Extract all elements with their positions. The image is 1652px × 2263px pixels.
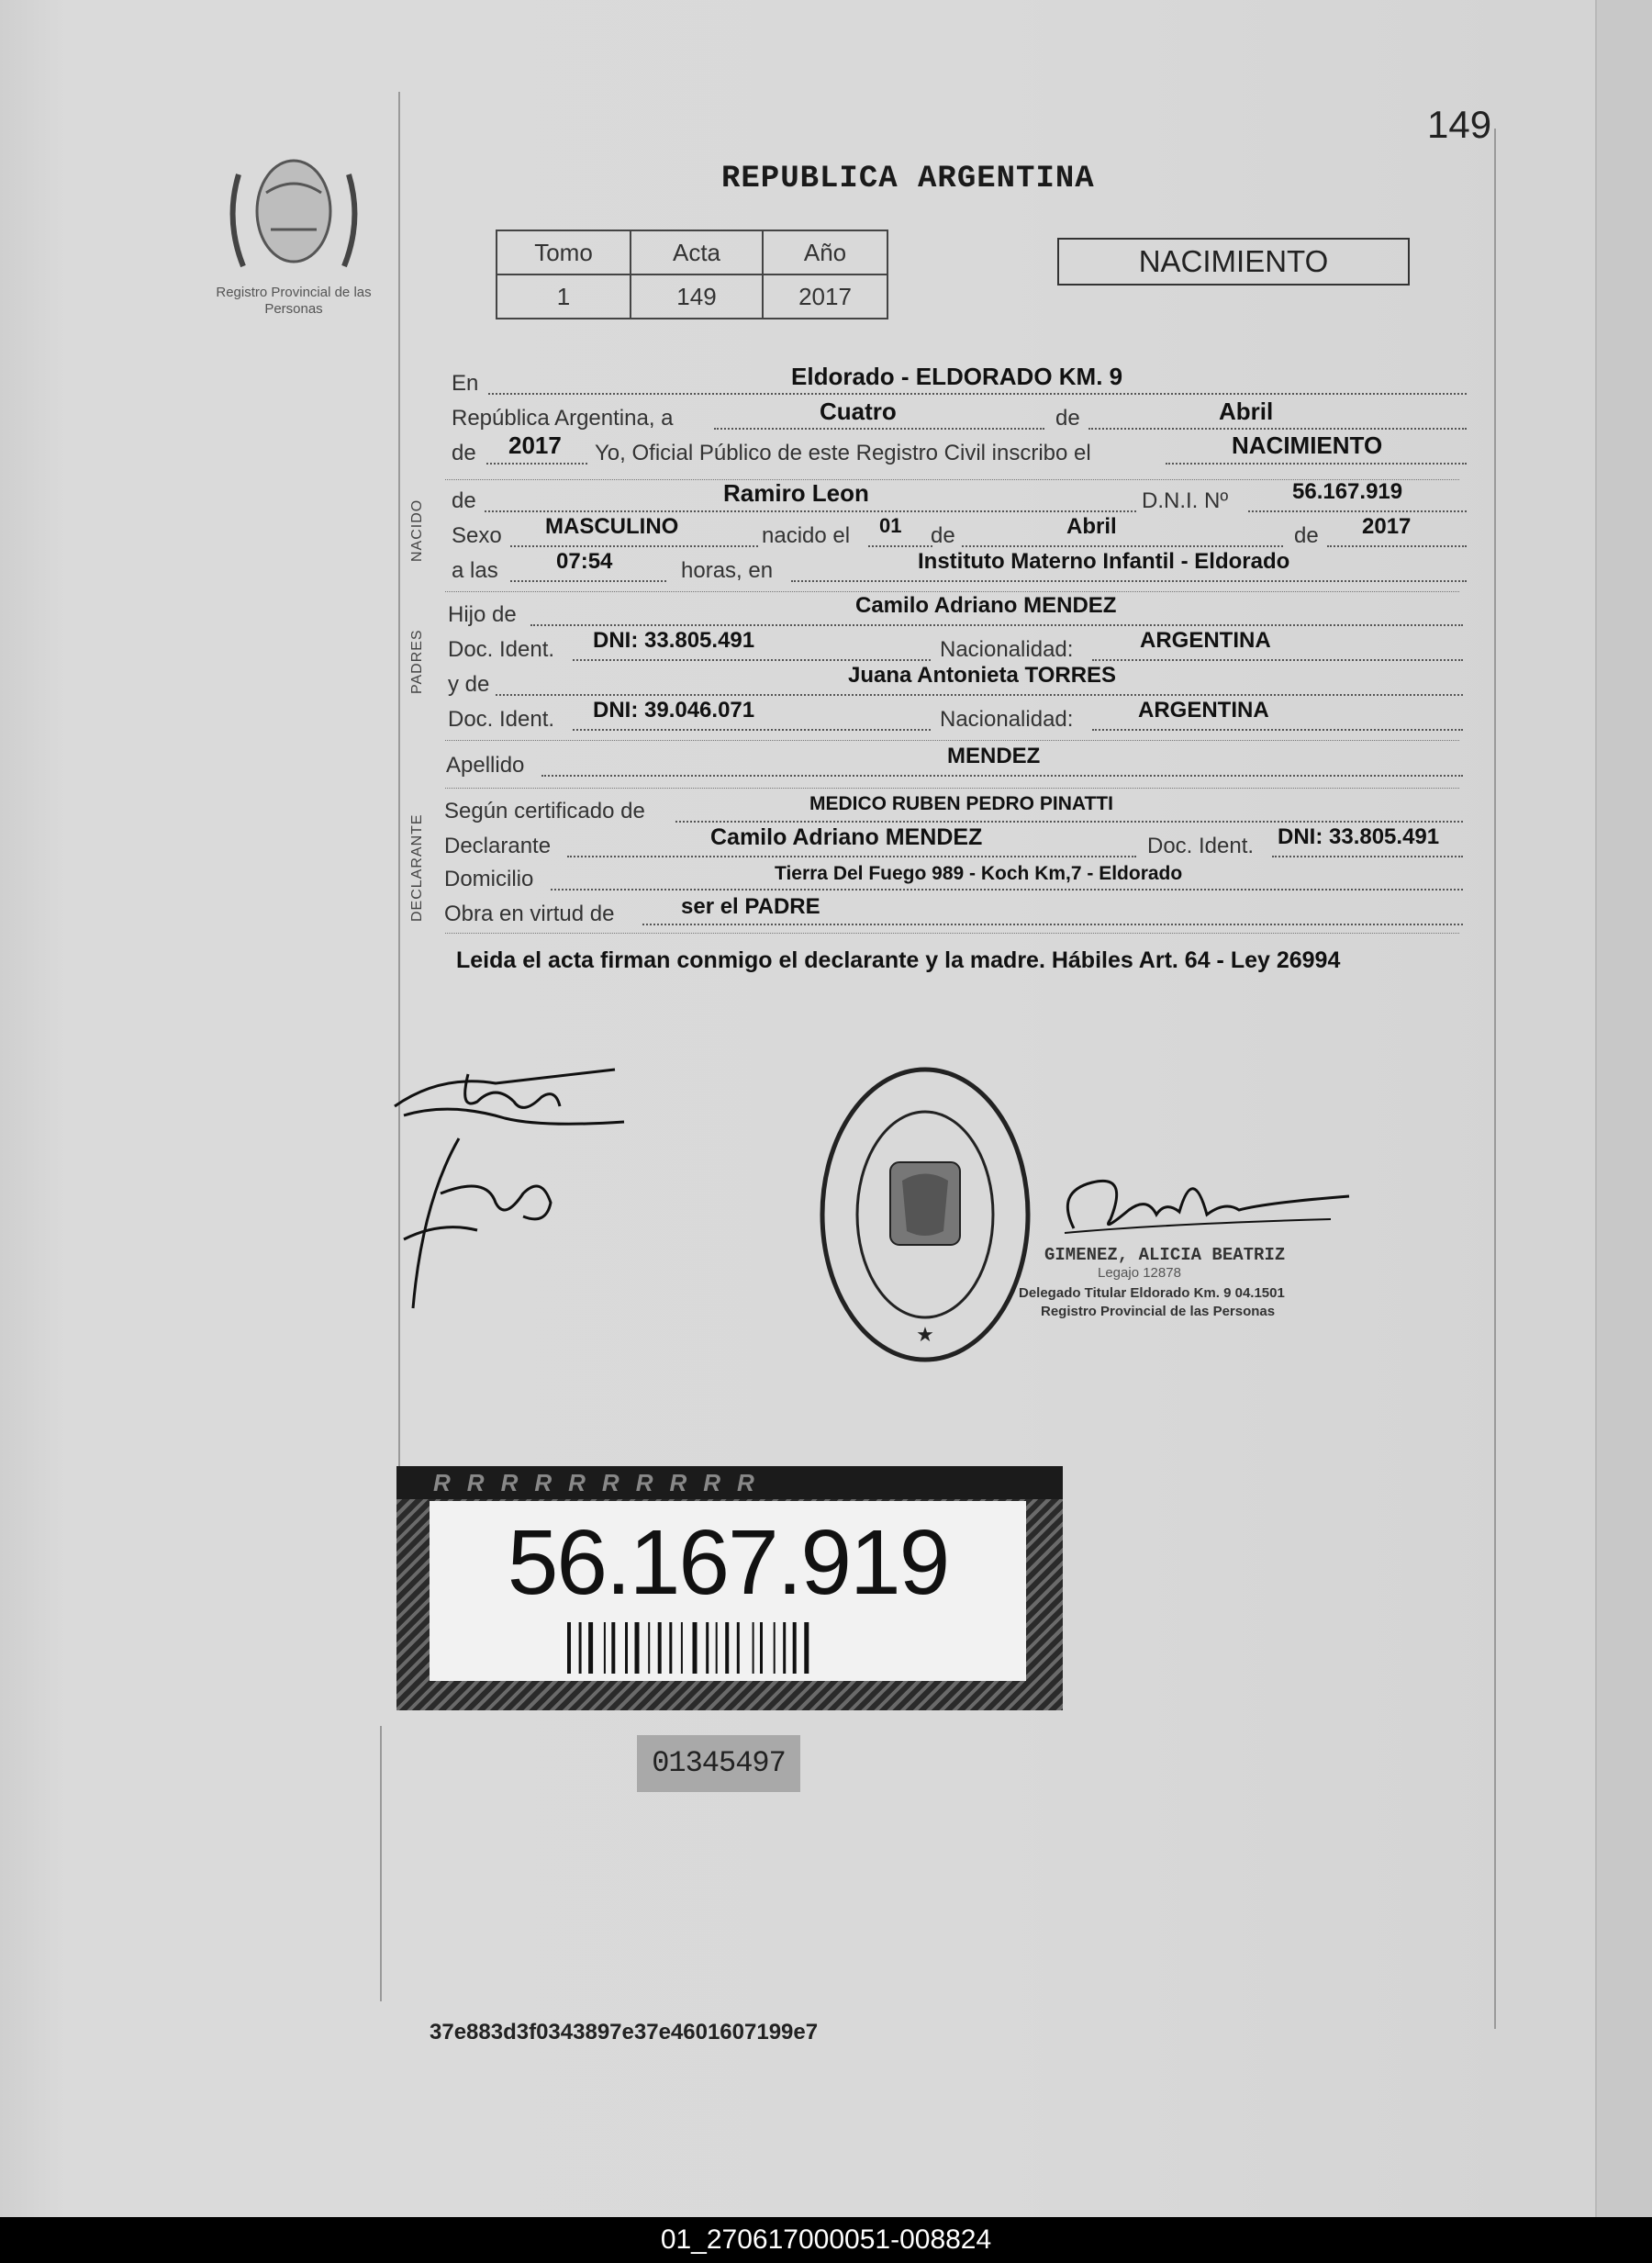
horas-label: horas, en xyxy=(681,558,774,583)
dotted-line xyxy=(868,543,932,547)
value-tomo: 1 xyxy=(497,274,631,319)
officer-signature xyxy=(1055,1146,1358,1247)
dotted-line xyxy=(1088,426,1467,430)
y-de-label: y de xyxy=(448,672,490,697)
section-divider xyxy=(445,788,1459,790)
oficial-label: Yo, Oficial Público de este Registro Civil inscribo el xyxy=(595,441,1091,465)
dotted-line xyxy=(551,887,1463,891)
page-number: 149 xyxy=(1427,103,1492,146)
image-id-footer: 01_270617000051-008824 xyxy=(0,2217,1652,2263)
inscribe-type-value: NACIMIENTO xyxy=(1232,431,1383,459)
dotted-line xyxy=(541,773,1463,777)
declarante-signature xyxy=(385,1047,642,1322)
nacido-el-label: nacido el xyxy=(762,523,851,548)
r-mark-icon: R xyxy=(568,1469,586,1496)
birth-time-value: 07:54 xyxy=(556,549,613,574)
left-margin-line-lower xyxy=(380,1726,382,2001)
nacido-section-label: NACIDO xyxy=(409,499,425,562)
barcode-number: 56.167.919 xyxy=(507,1511,949,1614)
declarante-label: Declarante xyxy=(444,834,552,858)
obra-label: Obra en virtud de xyxy=(444,902,615,926)
dotted-line xyxy=(510,543,758,547)
declarante-doc-label: Doc. Ident. xyxy=(1147,834,1255,858)
dotted-line xyxy=(962,543,1283,547)
place-value: Eldorado - ELDORADO KM. 9 xyxy=(791,363,1123,390)
dotted-line xyxy=(485,509,1136,512)
apellido-value: MENDEZ xyxy=(947,744,1041,768)
de-label: de xyxy=(1055,406,1080,431)
dotted-line xyxy=(1248,509,1467,512)
r-mark-icon: R xyxy=(500,1469,519,1496)
record-table-header-row xyxy=(497,230,887,274)
value-acta: 149 xyxy=(631,274,763,319)
nacido-de-label: de xyxy=(452,488,476,513)
newborn-dni-value: 56.167.919 xyxy=(1292,479,1403,504)
declarante-name-value: Camilo Adriano MENDEZ xyxy=(710,824,983,850)
birth-de-label: de xyxy=(931,523,955,548)
dotted-line xyxy=(496,692,1463,696)
mother-name-value: Juana Antonieta TORRES xyxy=(848,663,1117,688)
barcode-pattern-strip xyxy=(396,1466,1063,1499)
record-table xyxy=(496,230,888,319)
barcode-label xyxy=(430,1501,1026,1681)
father-doc-value: DNI: 33.805.491 xyxy=(593,628,755,653)
document-hash: 37e883d3f0343897e37e4601607199e7 xyxy=(430,2020,819,2045)
dni-label: D.N.I. Nº xyxy=(1142,488,1229,513)
r-mark-icon: R xyxy=(534,1469,553,1496)
officer-name: GIMENEZ, ALICIA BEATRIZ xyxy=(1044,1245,1286,1265)
record-table-value-row xyxy=(497,274,887,319)
mother-doc-value: DNI: 39.046.071 xyxy=(593,698,755,723)
alas-label: a las xyxy=(452,558,498,583)
dotted-line xyxy=(573,657,931,661)
dotted-line xyxy=(488,391,1467,395)
day-word-value: Cuatro xyxy=(820,398,897,425)
r-mark-icon: R xyxy=(669,1469,687,1496)
birth-de-year-label: de xyxy=(1294,523,1319,548)
dotted-line xyxy=(1327,543,1467,547)
record-type-box: NACIMIENTO xyxy=(1057,238,1410,286)
year-value: 2017 xyxy=(508,431,562,459)
hijo-de-label: Hijo de xyxy=(448,602,517,627)
dotted-line xyxy=(486,461,587,465)
header-acta: Acta xyxy=(631,230,763,274)
value-ano: 2017 xyxy=(763,274,887,319)
right-margin-line xyxy=(1494,129,1496,2029)
dotted-line xyxy=(675,819,1463,823)
declarante-section-label: DECLARANTE xyxy=(409,813,425,922)
birth-year-value: 2017 xyxy=(1362,514,1412,539)
domicilio-value: Tierra Del Fuego 989 - Koch Km,7 - Eldorado xyxy=(775,863,1183,884)
r-mark-icon: R xyxy=(601,1469,620,1496)
document-title: REPUBLICA ARGENTINA xyxy=(721,162,1095,196)
father-name-value: Camilo Adriano MENDEZ xyxy=(855,593,1117,618)
dotted-line xyxy=(1166,461,1467,465)
section-divider xyxy=(445,933,1459,935)
r-mark-icon: R xyxy=(433,1469,451,1496)
obra-value: ser el PADRE xyxy=(681,894,820,919)
r-mark-icon: R xyxy=(703,1469,721,1496)
cert-value: MEDICO RUBEN PEDRO PINATTI xyxy=(809,793,1113,814)
dotted-line xyxy=(573,727,931,731)
father-nacionalidad-label: Nacionalidad: xyxy=(940,637,1074,662)
domicilio-label: Domicilio xyxy=(444,867,534,891)
birth-place-value: Instituto Materno Infantil - Eldorado xyxy=(918,549,1290,574)
mother-nacionalidad-label: Nacionalidad: xyxy=(940,707,1074,732)
dotted-line xyxy=(567,854,1136,857)
header-tomo: Tomo xyxy=(497,230,631,274)
r-mark-icon: R xyxy=(737,1469,754,1496)
r-mark-icon: R xyxy=(466,1469,485,1496)
dotted-line xyxy=(1092,657,1463,661)
de-year-label: de xyxy=(452,441,476,465)
dotted-line xyxy=(530,622,1463,626)
dotted-line xyxy=(642,922,1463,925)
left-margin-line xyxy=(398,92,400,1698)
padres-section-label: PADRES xyxy=(409,629,425,694)
emblem-label: Registro Provincial de las Personas xyxy=(216,285,372,317)
closing-text: Leida el acta firman conmigo el declarante y la madre. Hábiles Art. 64 - Ley 26994 xyxy=(456,947,1341,973)
declarante-doc-value: DNI: 33.805.491 xyxy=(1278,824,1440,849)
father-doc-label: Doc. Ident. xyxy=(448,637,555,662)
svg-text:★: ★ xyxy=(916,1323,934,1346)
mother-doc-label: Doc. Ident. xyxy=(448,707,555,732)
dotted-line xyxy=(791,578,1467,582)
cert-label: Según certificado de xyxy=(444,799,645,823)
newborn-name-value: Ramiro Leon xyxy=(723,479,869,507)
father-nationality-value: ARGENTINA xyxy=(1140,628,1271,653)
sexo-value: MASCULINO xyxy=(545,514,679,539)
page-edge xyxy=(1595,0,1652,2217)
officer-legajo: Legajo 12878 xyxy=(1098,1265,1181,1281)
dotted-line xyxy=(510,578,666,582)
mother-nationality-value: ARGENTINA xyxy=(1138,698,1269,723)
en-label: En xyxy=(452,371,479,396)
republica-label: República Argentina, a xyxy=(452,406,674,431)
section-divider xyxy=(445,740,1459,742)
apellido-label: Apellido xyxy=(446,753,525,778)
official-seal-stamp xyxy=(815,1061,1035,1368)
officer-registry: Registro Provincial de las Personas xyxy=(1041,1304,1276,1319)
officer-role: Delegado Titular Eldorado Km. 9 04.1501 xyxy=(1019,1285,1285,1301)
dotted-line xyxy=(1092,727,1463,731)
birth-day-value: 01 xyxy=(879,514,902,537)
sexo-label: Sexo xyxy=(452,523,502,548)
r-mark-icon: R xyxy=(635,1469,653,1496)
birth-month-value: Abril xyxy=(1066,514,1117,539)
header-ano: Año xyxy=(763,230,887,274)
barcode-sticker xyxy=(396,1466,1063,1710)
dotted-line xyxy=(714,426,1044,430)
barcode-bars-icon xyxy=(567,1622,888,1674)
month-value: Abril xyxy=(1219,398,1274,425)
dotted-line xyxy=(1272,854,1463,857)
serial-sticker: 01345497 xyxy=(637,1735,800,1792)
